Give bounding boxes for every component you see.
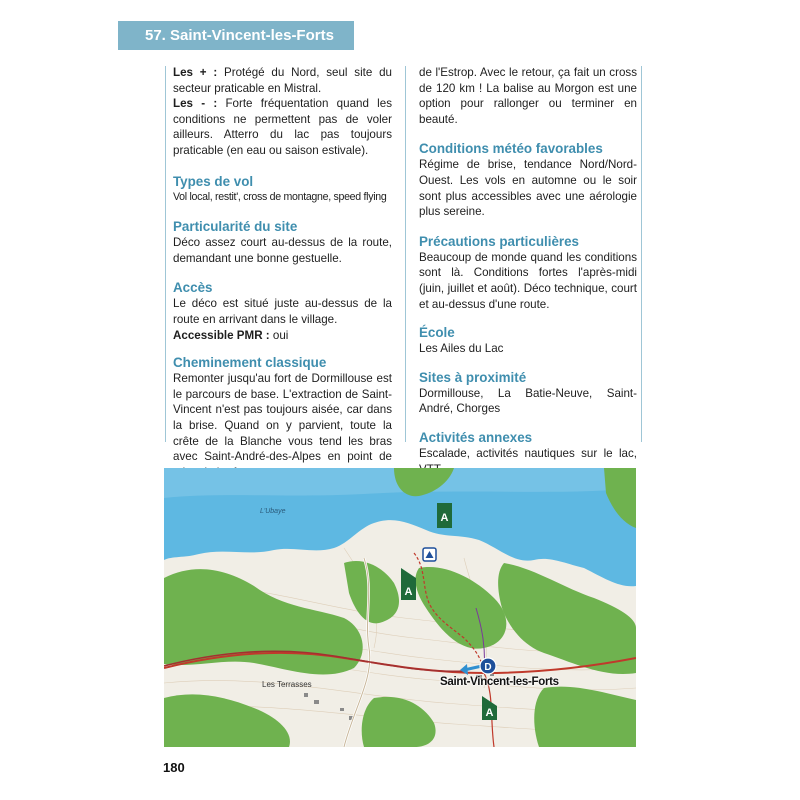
column-rule-left <box>165 66 166 442</box>
section-types <box>173 174 392 206</box>
right-column <box>419 65 637 477</box>
cons-text: Forte fréquentation quand les conditions ne permettent pas de voler ailleurs. Atterro du lac pas toujours praticable (en eau ou saison estivale). <box>173 97 392 157</box>
ecole-text: Les Ailes du Lac <box>419 342 504 356</box>
section-particularite <box>173 219 392 266</box>
cons-label: Les - : <box>173 97 218 111</box>
pros-label: Les + : <box>173 66 218 79</box>
section-sites <box>419 370 637 417</box>
village-label: Saint-Vincent-les-Forts <box>440 676 559 688</box>
landing-marker-3-label: A <box>485 707 494 719</box>
pros-text: Protégé du Nord, seul site du secteur praticable en Mistral. <box>173 66 392 95</box>
hamlet-label: Les Terrasses <box>262 680 312 689</box>
ecole-heading: École <box>419 325 455 341</box>
section-meteo <box>419 141 637 219</box>
types-text: Vol local, restit', cross de montagne, speed flying <box>173 190 387 203</box>
landing-marker-1 <box>437 503 452 528</box>
lake-label: L'Ubaye <box>260 508 286 515</box>
meteo-text: Régime de brise, tendance Nord/Nord-Ouest. Les vols en automne ou le soir sont plus accessibles avec une aérologie plus sereine. <box>419 158 637 219</box>
particularite-text: Déco assez court au-dessus de la route, demandant une bonne gestuelle. <box>173 236 392 265</box>
sites-heading: Sites à proximité <box>419 369 527 385</box>
activites-text: Escalade, activités nautiques sur le lac, <box>419 446 637 460</box>
map-graphic <box>164 468 636 747</box>
page-title: 57. Saint-Vincent-les-Forts <box>145 27 334 44</box>
cheminement-text: Remonter jusqu'au fort de Dormillouse est le parcours de base. L'extraction de Saint-Vincent n'est pas toujours aisée, car dans la brise. Quand on y parvient, toute la crête de la Blanche vous tend les bras avec Saint-André-des-Alpes en point de <box>173 372 392 464</box>
pmr-label: Accessible PMR : <box>173 328 270 342</box>
precautions-heading: Précautions particulières <box>419 233 580 249</box>
page-number: 180 <box>163 760 185 775</box>
campsite-icon <box>423 548 436 561</box>
sites-text: Dormillouse, La Batie-Neuve, Saint-André, Chorges <box>419 386 637 416</box>
column-rule-middle <box>405 66 406 442</box>
continuation-text: de l'Estrop. Avec le retour, ça fait un cross de 120 km ! La balise au Morgon est une option pour rallonger ou terminer en beauté. <box>419 66 637 126</box>
acces-text: Le déco est situé juste au-dessus de la route en arrivant dans le village. <box>173 297 392 326</box>
topographic-map <box>164 468 636 747</box>
takeoff-marker-label: D <box>484 662 492 673</box>
section-acces <box>173 280 392 343</box>
section-ecole <box>419 325 637 357</box>
cheminement-heading: Cheminement classique <box>173 355 327 371</box>
pmr-value: oui <box>269 328 289 342</box>
section-cheminement <box>173 355 392 480</box>
acces-heading: Accès <box>173 280 213 296</box>
column-rule-right <box>641 66 642 442</box>
left-column <box>173 65 392 480</box>
section-precautions <box>419 234 637 312</box>
landing-marker-2-label: A <box>404 586 413 598</box>
pros-paragraph <box>173 65 392 96</box>
pmr-paragraph <box>173 328 392 344</box>
landing-marker-1-label: A <box>440 512 449 524</box>
activites-heading: Activités annexes <box>419 429 533 445</box>
precautions-text: Beaucoup de monde quand les conditions sont là. Conditions fortes l'après-midi (juin, juillet et août). Déco technique, court et au-dessus d'une route. <box>419 250 637 311</box>
types-heading: Types de vol <box>173 173 254 189</box>
meteo-heading: Conditions météo favorables <box>419 141 603 157</box>
particularite-heading: Particularité du site <box>173 219 298 235</box>
cons-paragraph <box>173 96 392 158</box>
section-title-banner <box>118 21 354 50</box>
